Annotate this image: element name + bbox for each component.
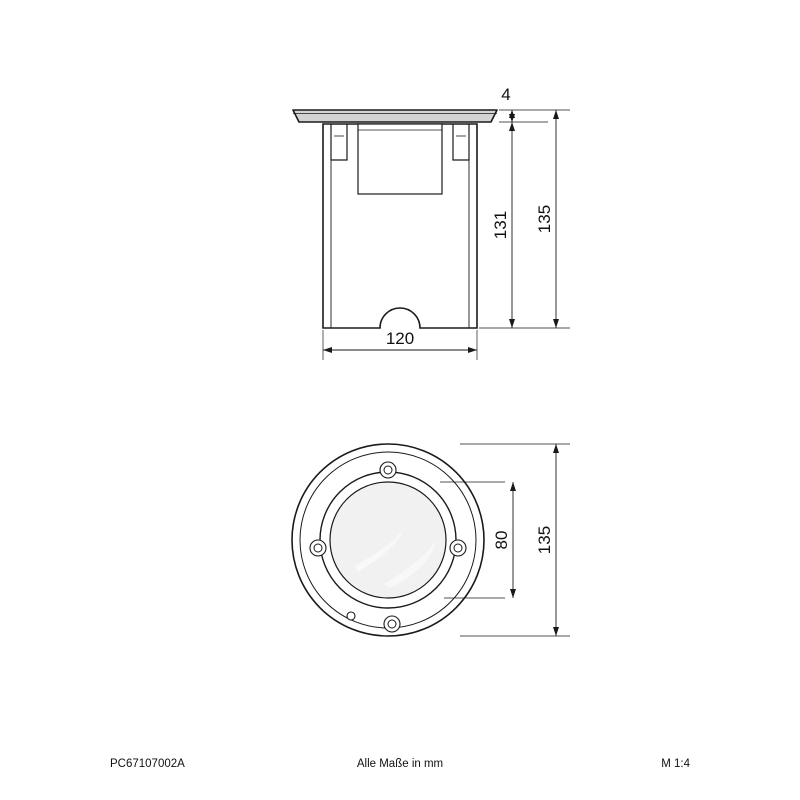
dimension-120 xyxy=(323,329,477,353)
scale-label: M 1:4 xyxy=(661,758,690,770)
indicator-dot-icon xyxy=(347,612,355,620)
dimension-135-side xyxy=(535,110,559,328)
top-view-group xyxy=(292,444,570,636)
side-view-insert xyxy=(358,124,442,194)
part-number-label: PC67107002A xyxy=(110,758,185,770)
dimension-label-135-side: 135 xyxy=(535,204,554,234)
dimension-label-135-top: 135 xyxy=(535,525,554,555)
screw-bottom xyxy=(384,616,400,632)
screw-left xyxy=(310,540,326,556)
drawing-footer xyxy=(0,758,800,776)
dimension-131 xyxy=(491,122,515,328)
dimension-135-top xyxy=(535,444,559,636)
screw-right xyxy=(450,540,466,556)
dimension-label-80: 80 xyxy=(492,530,511,550)
dimension-label-120: 120 xyxy=(385,329,415,348)
dimension-80 xyxy=(492,482,516,598)
dimension-label-4: 4 xyxy=(501,85,511,104)
units-note-label: Alle Maße in mm xyxy=(356,758,444,770)
dimension-4 xyxy=(501,85,515,122)
top-view-glass xyxy=(330,482,446,598)
screw-top xyxy=(380,462,396,478)
side-view-top-flange xyxy=(293,110,497,122)
dimension-label-131: 131 xyxy=(491,210,510,240)
side-view-group xyxy=(293,85,570,360)
